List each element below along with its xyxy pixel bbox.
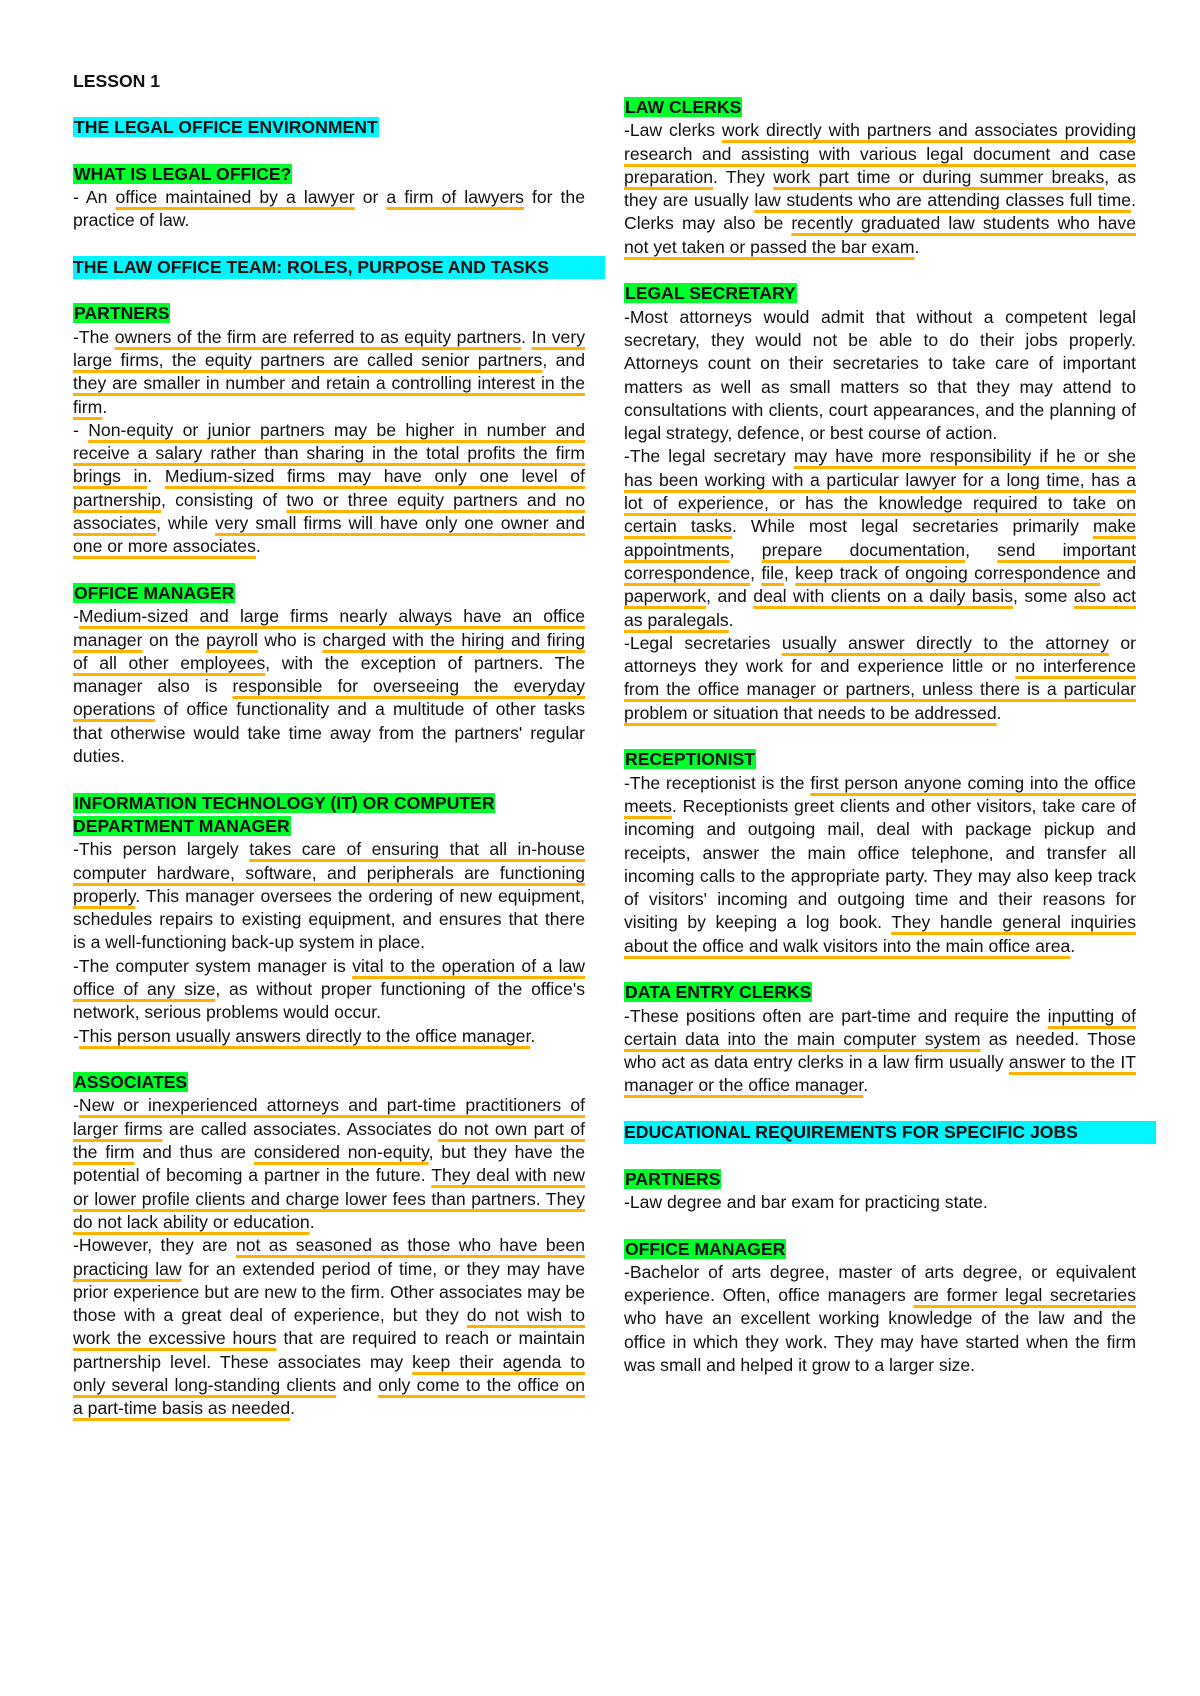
highlighted-phrase: office maintained by a lawyer [115, 186, 355, 207]
section-paragraph: -This person usually answers directly to the office manager. [73, 1025, 536, 1046]
highlighted-phrase: responsible for overseeing the everyday operations [73, 676, 585, 720]
section-heading-block [624, 1168, 1136, 1191]
section-paragraph: -Legal secretaries usually answer directly to the attorney or attorneys they work for and experience little or no interference from the office manager or partners, unless there is a particular problem or situation that needs to be addressed. [624, 632, 1136, 723]
highlighted-phrase: paperwork [624, 586, 707, 607]
section-heading: LAW CLERKS [625, 97, 742, 117]
section-paragraph: -The receptionist is the first person anyone coming into the office meets. Receptionists greet clients and other visitors, take care of incoming and outgoing mail, deal with package pickup and receipts, answer the main office telephone, and transfer all incoming calls to the appropriate party. They may also keep track of visitors' incoming and outgoing time and their reasons for visiting by keeping a log book. They handle general inquiries about the office and walk visitors into the main office area. [624, 772, 1136, 956]
highlighted-phrase: considered non-equity [253, 1142, 429, 1163]
lesson-title: LESSON 1 [73, 71, 161, 91]
section-heading-block [624, 96, 1136, 119]
highlighted-phrase: keep their agenda to only several long-standing clients [73, 1351, 585, 1396]
section-heading: INFORMATION TECHNOLOGY (IT) OR COMPUTER DEPARTMENT MANAGER [73, 792, 495, 836]
right-column [624, 96, 1136, 1401]
section-heading-block [624, 1121, 1156, 1144]
section-edu-partners [624, 1168, 1136, 1215]
section-secretary [624, 282, 1136, 725]
highlighted-phrase: vital to the operation of a law office of any size [73, 955, 585, 999]
section-paragraph: -The computer system manager is vital to the operation of a law office of any size, as without proper functioning of the office's network, serious problems would occur. [73, 955, 585, 1023]
section-heading: OFFICE MANAGER [74, 582, 235, 603]
highlighted-phrase: no interference from the office manager or partners, unless there is a particular problem or situation that needs to be addressed [624, 656, 1136, 723]
highlighted-phrase: owners of the firm are referred to as equity partners [114, 326, 522, 347]
highlighted-phrase: In very large firms, the equity partners are called senior partners [73, 326, 585, 370]
highlighted-phrase: very small firms will have only one owner and one or more associates [73, 513, 585, 557]
section-paragraph: -New or inexperienced attorneys and part-time practitioners of larger firms are called associates. Associates do not own part of the firm and thus are considered non-equity, but they have the potential of becoming a partner in the future. They deal with new or lower profile clients and charge lower fees than partners. They do not lack ability or education. [73, 1095, 585, 1232]
highlighted-phrase: usually answer directly to the attorney [781, 632, 1109, 653]
section-heading-block [624, 282, 1136, 305]
section-dataentry [624, 981, 1136, 1097]
highlighted-phrase: they are smaller in number and retain a controlling interest in the firm [73, 373, 585, 417]
highlighted-phrase: recently graduated law students who have not yet taken or passed the bar exam [624, 213, 1136, 257]
left-sections [73, 116, 585, 1421]
section-receptionist [624, 748, 1136, 958]
section-heading-block [73, 1071, 585, 1094]
highlighted-phrase: Medium-sized firms may have only one level of partnership [73, 466, 585, 510]
highlighted-phrase: may have more responsibility if he or she has been working with a particular lawyer for a long time, has a lot of experience, or has the knowledge required to take on certain tasks [624, 446, 1136, 537]
section-associates [73, 1071, 585, 1420]
section-partners [73, 302, 585, 558]
section-it [73, 792, 585, 1048]
right-sections [624, 96, 1136, 1377]
section-heading: PARTNERS [74, 303, 170, 324]
section-heading-block [624, 1238, 1136, 1261]
highlighted-phrase: takes care of ensuring that all in-house computer hardware, software, and peripherals are functioning properly [73, 839, 585, 906]
section-paragraph: -This person largely takes care of ensuring that all in-house computer hardware, software, and peripherals are functioning properly. This manager oversees the ordering of new equipment, schedules repairs to existing equipment, and ensures that there is a well-functioning back-up system in place. [73, 839, 585, 953]
section-edu [624, 1121, 1136, 1144]
section-paragraph: -Law clerks work directly with partners and associates providing research and assisting with various legal document and case preparation. They work part time or during summer breaks, as they are usually law students who are attending classes full time. Clerks may also be recently graduated law students who have not yet taken or passed the bar exam. [624, 120, 1136, 257]
section-heading: RECEPTIONIST [625, 749, 756, 770]
highlighted-phrase: answer to the IT manager or the office manager [624, 1052, 1136, 1096]
highlighted-phrase: payroll [206, 629, 258, 650]
section-paragraph: -Bachelor of arts degree, master of arts degree, or equivalent experience. Often, office managers are former legal secretaries who have an excellent working knowledge of the law and the office in which they work. They may have started when the firm was small and helped it grow to a larger size. [624, 1261, 1136, 1376]
section-heading: OFFICE MANAGER [625, 1238, 786, 1259]
left-column [73, 70, 585, 1444]
highlighted-phrase: Medium-sized and large firms nearly always have an office manager [73, 606, 585, 650]
highlighted-phrase: two or three equity partners and no associates [73, 489, 585, 534]
highlighted-phrase: make appointments [624, 516, 1136, 560]
section-heading-block [73, 582, 585, 605]
section-paragraph: - Non-equity or junior partners may be higher in number and receive a salary rather than sharing in the total profits the firm brings in. Medium-sized firms may have only one level of partnership, consisting of two or three equity partners and no associates, while very small firms will have only one owner and one or more associates. [73, 419, 585, 557]
section-paragraph: - An office maintained by a lawyer or a firm of lawyers for the practice of law. [73, 186, 586, 231]
section-paragraph: -However, they are not as seasoned as those who have been practicing law for an extended period of time, or they may have prior experience but are new to the firm. Other associates may be those with a great deal of experience, but they do not wish to work the excessive hours that are required to reach or maintain partnership level. These associates may keep their agenda to only several long-standing clients and only come to the office on a part-time basis as needed. [73, 1235, 586, 1419]
section-heading: WHAT IS LEGAL OFFICE? [74, 163, 292, 184]
highlighted-phrase: law students who are attending classes full time [754, 190, 1132, 211]
section-heading-block [73, 302, 585, 325]
highlighted-phrase: not as seasoned as those who have been practicing law [73, 1235, 586, 1279]
highlighted-phrase: prepare documentation [761, 539, 966, 560]
section-env [73, 116, 585, 139]
section-heading: LEGAL SECRETARY [625, 283, 796, 304]
section-heading-block [73, 256, 605, 279]
highlighted-phrase: Non-equity or junior partners may be higher in number and receive a salary rather than sharing in the total profits the firm brings in [73, 419, 585, 487]
section-paragraph: -The legal secretary may have more responsibility if he or she has been working with a particular lawyer for a long time, has a lot of experience, or has the knowledge required to take on certain tasks. While most legal secretaries primarily make appointments, prepare documentation, send important correspondence, file, keep track of ongoing correspondence and paperwork, and deal with clients on a daily basis, some also act as paralegals. [624, 446, 1137, 630]
highlighted-phrase: New or inexperienced attorneys and part-time practitioners of larger firms [73, 1095, 585, 1139]
highlighted-phrase: They handle general inquiries about the office and walk visitors into the main office area [624, 912, 1136, 956]
section-heading: THE LAW OFFICE TEAM: ROLES, PURPOSE AND TASKS [73, 256, 550, 277]
highlighted-phrase: also act as paralegals [624, 586, 1137, 630]
highlighted-phrase: They deal with new or lower profile clients and charge lower fees than partners. They do not lack ability or education [73, 1165, 585, 1232]
section-heading-block [73, 163, 585, 186]
highlighted-phrase: do not own part of the firm [73, 1118, 585, 1163]
section-heading-block [73, 792, 585, 839]
highlighted-phrase: work part time or during summer breaks [773, 166, 1105, 187]
section-what [73, 163, 585, 233]
section-paragraph: -The owners of the firm are referred to as equity partners. In very large firms, the equity partners are called senior partners, and they are smaller in number and retain a controlling interest in the firm. [73, 326, 585, 417]
section-paragraph: -Most attorneys would admit that without a competent legal secretary, they would not be able to do their jobs properly. Attorneys count on their secretaries to take care of important matters as well as small matters so that they may attend to consultations with clients, court appearances, and the planning of legal strategy, defence, or best course of action. [624, 306, 1136, 444]
section-paragraph: -These positions often are part-time and require the inputting of certain data into the main computer system as needed. Those who act as data entry clerks in a law firm usually answer to the IT manager or the office manager. [624, 1005, 1136, 1096]
section-heading-block [624, 981, 1136, 1004]
section-paragraph: -Law degree and bar exam for practicing state. [624, 1191, 988, 1212]
highlighted-phrase: This person usually answers directly to the office manager [78, 1025, 531, 1046]
section-team [73, 256, 585, 279]
highlighted-phrase: first person anyone coming into the office meets [624, 772, 1136, 816]
highlighted-phrase: are former legal secretaries [913, 1285, 1136, 1306]
section-heading: DATA ENTRY CLERKS [625, 982, 812, 1003]
highlighted-phrase: do not wish to work the excessive hours [73, 1305, 585, 1349]
section-heading: EDUCATIONAL REQUIREMENTS FOR SPECIFIC JOBS [624, 1122, 1078, 1143]
highlighted-phrase: deal with clients on a daily basis [753, 586, 1013, 607]
highlighted-phrase: only come to the office on a part-time basis as needed [73, 1375, 586, 1419]
section-heading: ASSOCIATES [74, 1072, 188, 1093]
highlighted-phrase: send important correspondence [624, 539, 1136, 583]
highlighted-phrase: work directly with partners and associates providing research and assisting with various legal document and case preparation [624, 120, 1136, 187]
section-heading-block [624, 748, 1136, 771]
section-officemgr [73, 582, 585, 768]
section-paragraph: -Medium-sized and large firms nearly always have an office manager on the payroll who is charged with the hiring and firing of all other employees, with the exception of partners. The manager also is responsible for overseeing the everyday operations of office functionality and a multitude of other tasks that otherwise would take time away from the partners' regular duties. [73, 606, 585, 767]
section-heading: PARTNERS [625, 1168, 721, 1189]
section-heading: THE LEGAL OFFICE ENVIRONMENT [74, 117, 378, 137]
highlighted-phrase: file [761, 562, 784, 583]
section-clerks [624, 96, 1136, 259]
highlighted-phrase: a firm of lawyers [386, 186, 524, 207]
section-edu-officemgr [624, 1238, 1136, 1378]
highlighted-phrase: inputting of certain data into the main computer system [624, 1005, 1136, 1049]
section-heading-block [73, 116, 585, 139]
highlighted-phrase: keep track of ongoing correspondence [795, 562, 1101, 583]
highlighted-phrase: charged with the hiring and firing of all other employees [73, 629, 585, 673]
